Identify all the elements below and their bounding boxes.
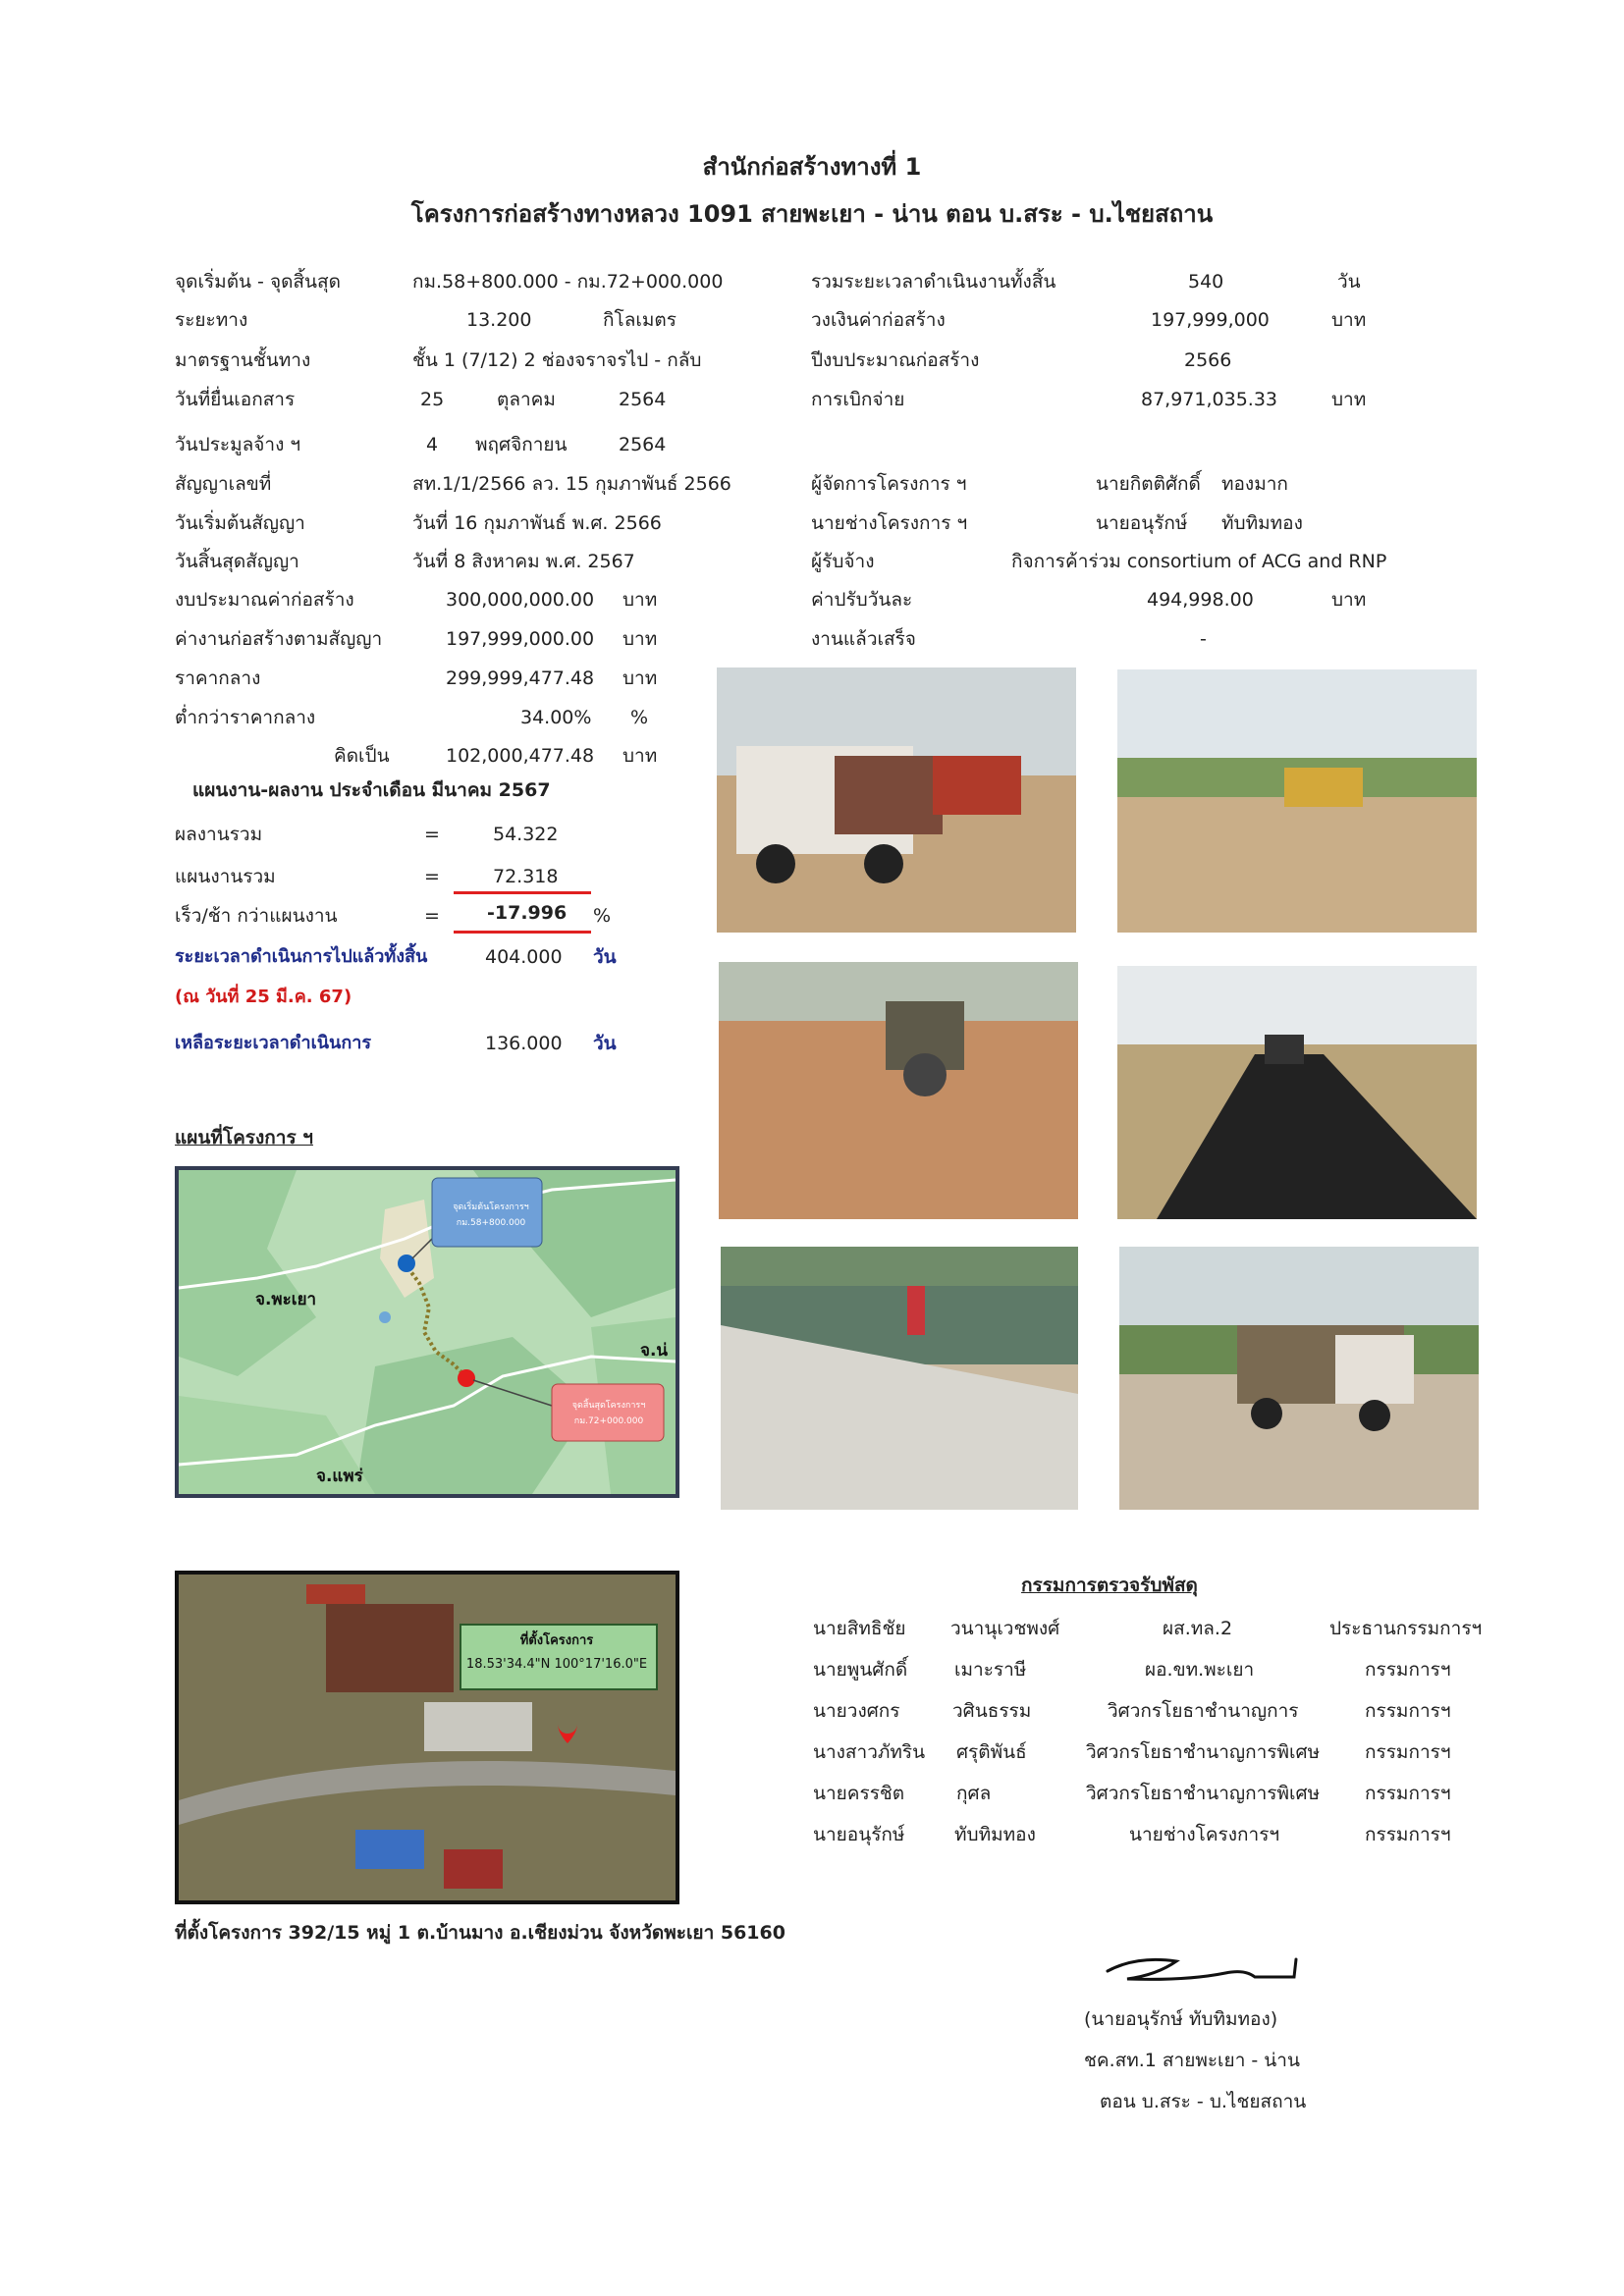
site-callout-title: ที่ตั้งโครงการ xyxy=(519,1633,594,1648)
member-5-role: กรรมการฯ xyxy=(1365,1783,1451,1804)
member-6-position: นายช่างโครงการฯ xyxy=(1129,1824,1280,1845)
unit-distance: กิโลเมตร xyxy=(603,309,677,331)
value-project-manager-last: ทองมาก xyxy=(1221,473,1288,495)
signer-name: (นายอนุรักษ์ ทับทิมทอง) xyxy=(1084,2008,1278,2030)
map-label-phrae: จ.แพร่ xyxy=(316,1467,363,1486)
member-4-position: วิศวกรโยธาชำนาญการพิเศษ xyxy=(1086,1741,1321,1763)
value-ahead-behind: -17.996 xyxy=(487,902,568,924)
unit-median-price: บาท xyxy=(623,667,658,689)
value-doc-day: 25 xyxy=(420,389,445,410)
label-elapsed: ระยะเวลาดำเนินการไปแล้วทั้งสิ้น xyxy=(175,946,428,967)
office-title: สำนักก่อสร้างทางที่ 1 xyxy=(702,153,922,181)
label-planned-progress: แผนงานรวม xyxy=(175,866,276,887)
as-of-date: (ณ วันที่ 25 มี.ค. 67) xyxy=(175,987,352,1007)
label-actual-progress: ผลงานรวม xyxy=(175,824,263,845)
photo-dump-truck xyxy=(717,667,1076,933)
member-2-role: กรรมการฯ xyxy=(1365,1659,1451,1681)
signer-title: ชค.สท.1 สายพะเยา - น่าน xyxy=(1084,2050,1300,2071)
project-title: โครงการก่อสร้างทางหลวง 1091 สายพะเยา - น่าน ตอน บ.สระ - บ.ไชยสถาน xyxy=(410,200,1214,228)
start-callout-title: จุดเริ่มต้นโครงการฯ xyxy=(453,1202,529,1212)
member-1-first: นายสิทธิชัย xyxy=(813,1618,906,1639)
member-6-last: ทับทิมทอง xyxy=(954,1824,1036,1845)
value-doc-month: ตุลาคม xyxy=(497,389,556,410)
label-ahead-behind: เร็ว/ช้า กว่าแผนงาน xyxy=(175,905,338,927)
value-doc-year: 2564 xyxy=(619,389,667,410)
member-2-first: นายพูนศักดิ์ xyxy=(813,1659,908,1681)
red-underline-2 xyxy=(454,931,591,934)
site-satellite xyxy=(175,1571,679,1904)
label-distance: ระยะทาง xyxy=(175,309,248,331)
value-contract-no: สท.1/1/2566 ลว. 15 กุมภาพันธ์ 2566 xyxy=(412,473,731,495)
member-1-position: ผส.ทล.2 xyxy=(1163,1618,1233,1639)
value-daily-fine: 494,998.00 xyxy=(1147,589,1254,611)
label-bid-date: วันประมูลจ้าง ฯ xyxy=(175,434,301,455)
unit-construction-amount: บาท xyxy=(1331,309,1367,331)
member-3-role: กรรมการฯ xyxy=(1365,1700,1451,1722)
label-start-end: จุดเริ่มต้น - จุดสิ้นสุด xyxy=(175,271,341,293)
label-road-standard: มาตรฐานชั้นทาง xyxy=(175,349,311,371)
value-planned-progress: 72.318 xyxy=(493,866,559,887)
member-3-position: วิศวกรโยธาชำนาญการ xyxy=(1108,1700,1299,1722)
value-road-standard: ชั้น 1 (7/12) 2 ช่องจราจรไป - กลับ xyxy=(412,349,702,371)
map-label-phayao: จ.พะเยา xyxy=(255,1290,317,1309)
label-equals: คิดเป็น xyxy=(334,745,390,767)
value-contractor: กิจการค้าร่วม consortium of ACG and RNP xyxy=(1011,551,1387,572)
label-project-manager: ผู้จัดการโครงการ ฯ xyxy=(811,473,967,495)
member-1-role: ประธานกรรมการฯ xyxy=(1329,1618,1483,1639)
unit-remaining: วัน xyxy=(593,1033,617,1054)
label-disbursement: การเบิกจ่าย xyxy=(811,389,905,410)
photo-grader xyxy=(1117,669,1477,933)
signer-section: ตอน บ.สระ - บ.ไชยสถาน xyxy=(1100,2091,1307,2112)
unit-ahead-behind: % xyxy=(593,905,612,927)
label-doc-date: วันที่ยื่นเอกสาร xyxy=(175,389,296,410)
photo-water-truck xyxy=(1119,1247,1479,1510)
value-contract-end: วันที่ 8 สิงหาคม พ.ศ. 2567 xyxy=(412,551,635,572)
member-4-role: กรรมการฯ xyxy=(1365,1741,1451,1763)
eq-2: = xyxy=(424,866,440,887)
unit-total-duration: วัน xyxy=(1337,271,1361,293)
value-below-median: 34.00% xyxy=(520,707,592,728)
member-2-position: ผอ.ขท.พะเยา xyxy=(1145,1659,1255,1681)
member-6-role: กรรมการฯ xyxy=(1365,1824,1451,1845)
member-3-first: นายวงศกร xyxy=(813,1700,900,1722)
label-contract-no: สัญญาเลขที่ xyxy=(175,473,272,495)
member-1-last: วนานุเวชพงศ์ xyxy=(950,1618,1060,1639)
unit-equals: บาท xyxy=(623,745,658,767)
red-underline-1 xyxy=(454,891,591,894)
label-contract-end: วันสิ้นสุดสัญญา xyxy=(175,551,299,572)
map-heading: แผนที่โครงการ ฯ xyxy=(175,1127,313,1148)
progress-heading: แผนงาน-ผลงาน ประจำเดือน มีนาคม 2567 xyxy=(192,779,551,801)
label-contract-price: ค่างานก่อสร้างตามสัญญา xyxy=(175,628,383,650)
value-bid-month: พฤศจิกายน xyxy=(475,434,568,455)
value-fiscal-year: 2566 xyxy=(1184,349,1232,371)
label-construction-amount: วงเงินค่าก่อสร้าง xyxy=(811,309,946,331)
value-contract-start: วันที่ 16 กุมภาพันธ์ พ.ศ. 2566 xyxy=(412,512,662,534)
member-5-last: กุศล xyxy=(956,1783,992,1804)
label-total-duration: รวมระยะเวลาดำเนินงานทั้งสิ้น xyxy=(811,271,1056,293)
value-budget: 300,000,000.00 xyxy=(446,589,595,611)
signature-mark xyxy=(1098,1951,1304,1991)
value-project-engineer-first: นายอนุรักษ์ xyxy=(1096,512,1188,534)
unit-daily-fine: บาท xyxy=(1331,589,1367,611)
start-callout-km: กม.58+800.000 xyxy=(456,1218,526,1228)
unit-disbursement: บาท xyxy=(1331,389,1367,410)
label-budget: งบประมาณค่าก่อสร้าง xyxy=(175,589,354,611)
unit-below-median: % xyxy=(630,707,649,728)
value-start-end: กม.58+800.000 - กม.72+000.000 xyxy=(412,271,724,293)
label-contractor: ผู้รับจ้าง xyxy=(811,551,875,572)
value-contract-price: 197,999,000.00 xyxy=(446,628,595,650)
photo-asphalt xyxy=(1117,966,1477,1219)
map-label-nan: จ.น่ xyxy=(640,1341,669,1361)
value-elapsed: 404.000 xyxy=(485,946,563,968)
value-project-engineer-last: ทับทิมทอง xyxy=(1221,512,1303,534)
label-remaining: เหลือระยะเวลาดำเนินการ xyxy=(175,1033,372,1053)
value-total-duration: 540 xyxy=(1188,271,1224,293)
site-address: ที่ตั้งโครงการ 392/15 หมู่ 1 ต.บ้านมาง อ.เชียงม่วน จังหวัดพะเยา 56160 xyxy=(175,1922,785,1944)
end-callout-title: จุดสิ้นสุดโครงการฯ xyxy=(571,1401,646,1411)
value-equals: 102,000,477.48 xyxy=(446,745,595,767)
end-callout-km: กม.72+000.000 xyxy=(573,1416,644,1426)
label-project-engineer: นายช่างโครงการ ฯ xyxy=(811,512,968,534)
value-bid-day: 4 xyxy=(426,434,439,455)
eq-3: = xyxy=(424,905,440,927)
unit-contract-price: บาท xyxy=(623,628,658,650)
value-disbursement: 87,971,035.33 xyxy=(1141,389,1278,410)
value-actual-progress: 54.322 xyxy=(493,824,559,845)
label-daily-fine: ค่าปรับวันละ xyxy=(811,589,913,611)
member-4-first: นางสาวภัทริน xyxy=(813,1741,926,1763)
value-median-price: 299,999,477.48 xyxy=(446,667,595,689)
value-bid-year: 2564 xyxy=(619,434,667,455)
member-5-first: นายครรชิต xyxy=(813,1783,905,1804)
label-completed: งานแล้วเสร็จ xyxy=(811,628,916,650)
project-map xyxy=(175,1166,679,1498)
value-project-manager-first: นายกิตติศักดิ์ xyxy=(1096,473,1201,495)
photo-roller xyxy=(719,962,1078,1219)
member-2-last: เมาะราษี xyxy=(954,1659,1027,1681)
member-3-last: วศินธรรม xyxy=(952,1700,1032,1722)
label-below-median: ต่ำกว่าราคากลาง xyxy=(175,707,316,728)
value-completed: - xyxy=(1200,628,1207,650)
map-end-marker xyxy=(458,1369,475,1387)
unit-budget: บาท xyxy=(623,589,658,611)
member-5-position: วิศวกรโยธาชำนาญการพิเศษ xyxy=(1086,1783,1321,1804)
value-distance: 13.200 xyxy=(466,309,532,331)
eq-1: = xyxy=(424,824,440,845)
member-6-first: นายอนุรักษ์ xyxy=(813,1824,905,1845)
unit-elapsed: วัน xyxy=(593,946,617,968)
map-graphic xyxy=(179,1170,676,1494)
label-contract-start: วันเริ่มต้นสัญญา xyxy=(175,512,305,534)
member-4-last: ศรุติพันธ์ xyxy=(956,1741,1027,1763)
site-callout-coords: 18.53'34.4"N 100°17'16.0"E xyxy=(465,1657,648,1672)
photo-bridge xyxy=(721,1247,1078,1510)
label-median-price: ราคากลาง xyxy=(175,667,261,689)
value-construction-amount: 197,999,000 xyxy=(1151,309,1270,331)
value-remaining: 136.000 xyxy=(485,1033,563,1054)
committee-heading: กรรมการตรวจรับพัสดุ xyxy=(1021,1575,1198,1596)
label-fiscal-year: ปีงบประมาณก่อสร้าง xyxy=(811,349,980,371)
